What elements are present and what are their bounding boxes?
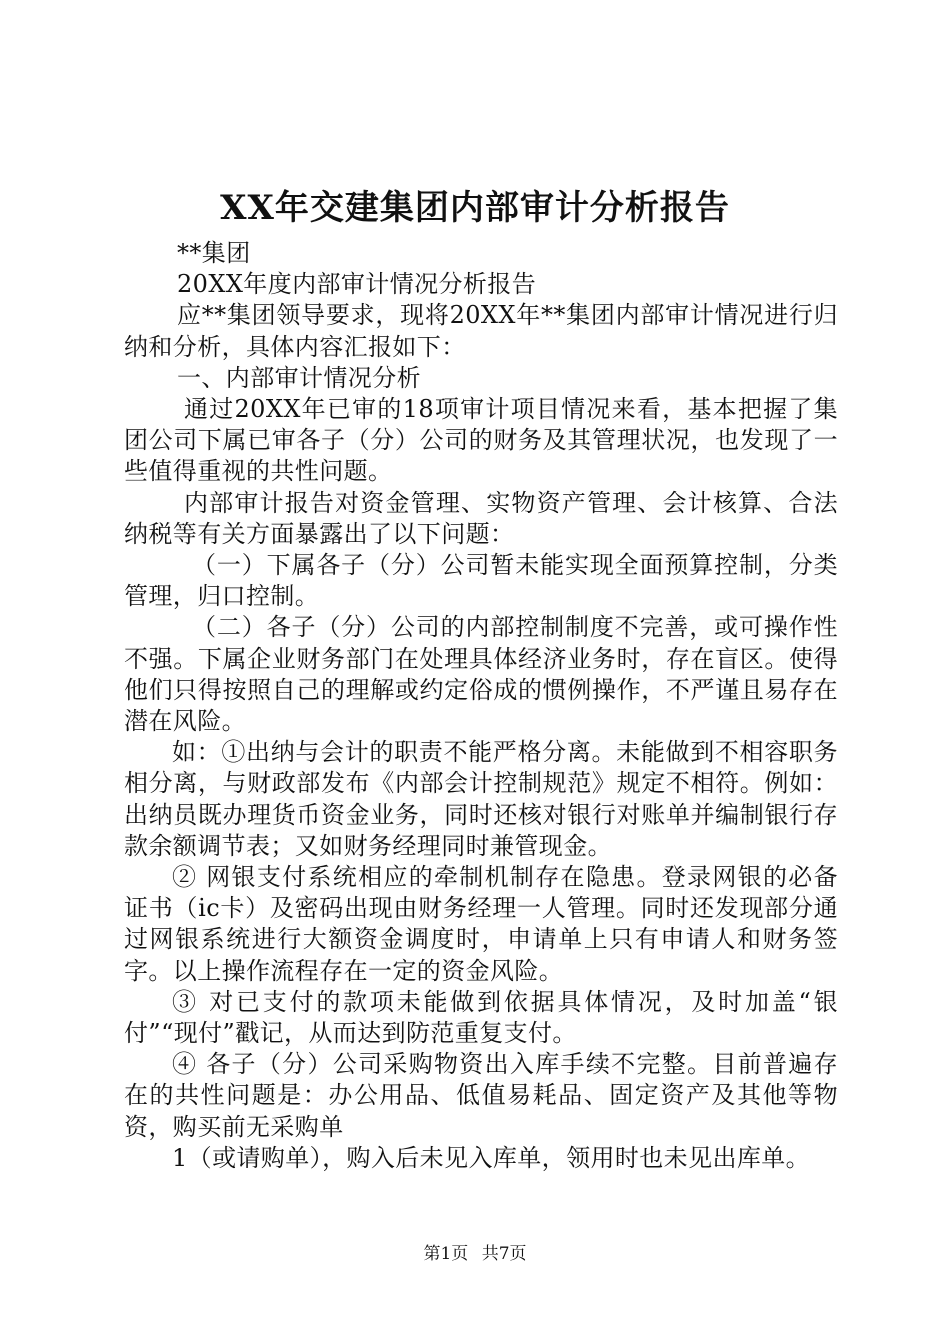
paragraph-intro: 应**集团领导要求，现将20XX年**集团内部审计情况进行归纳和分析，具体内容汇报如下： <box>124 301 838 361</box>
paragraph-org: **集团 <box>177 239 251 267</box>
page-total: 共7页 <box>481 1244 527 1264</box>
paragraph-issue-2: （二）各子（分）公司的内部控制制度不完善，或可操作性不强。下属企业财务部门在处理具体经济业务时，存在盲区。使得他们只得按照自己的理解或约定俗成的惯例操作，不严谨且易存在潜在风险。 <box>124 613 838 736</box>
document-title: XX年交建集团内部审计分析报告 <box>220 188 730 228</box>
section-heading: 一、内部审计情况分析 <box>177 363 421 392</box>
paragraph-continuation: 1（或请购单），购入后未见入库单，领用时也未见出库单。 <box>172 1143 811 1172</box>
paragraph-example-1: 如：①出纳与会计的职责不能严格分离。未能做到不相容职务相分离，与财政部发布《内部会计控制规范》规定不相符。例如：出纳员既办理货币资金业务，同时还核对银行对账单并编制银行存款余额调节表；又如财务经理同时兼管现金。 <box>124 738 838 860</box>
paragraph-example-2: ② 网银支付系统相应的牵制机制存在隐患。登录网银的必备证书（ic卡）及密码出现由财务经理一人管理。同时还发现部分通过网银系统进行大额资金调度时，申请单上只有申请人和财务签字。以上操作流程存在一定的资金风险。 <box>124 863 838 985</box>
paragraph-overview: 通过20XX年已审的18项审计项目情况来看，基本把握了集团公司下属已审各子（分）公司的财务及其管理状况，也发现了一些值得重视的共性问题。 <box>124 395 838 486</box>
document-body <box>124 238 838 1174</box>
paragraph-issues-intro: 内部审计报告对资金管理、实物资产管理、会计核算、合法纳税等有关方面暴露出了以下问题： <box>124 488 838 548</box>
page-footer <box>0 1242 950 1266</box>
paragraph-report-name: 20XX年度内部审计情况分析报告 <box>177 270 537 299</box>
paragraph-example-3: ③ 对已支付的款项未能做到依据具体情况，及时加盖“银付”“现付”戳记，从而达到防范重复支付。 <box>124 987 838 1048</box>
page-number: 第1页 <box>423 1244 469 1264</box>
paragraph-issue-1: （一）下属各子（分）公司暂未能实现全面预算控制，分类管理，归口控制。 <box>124 551 838 611</box>
paragraph-example-4: ④ 各子（分）公司采购物资出入库手续不完整。目前普遍存在的共性问题是：办公用品、低值易耗品、固定资产及其他等物资，购买前无采购单 <box>124 1050 838 1141</box>
